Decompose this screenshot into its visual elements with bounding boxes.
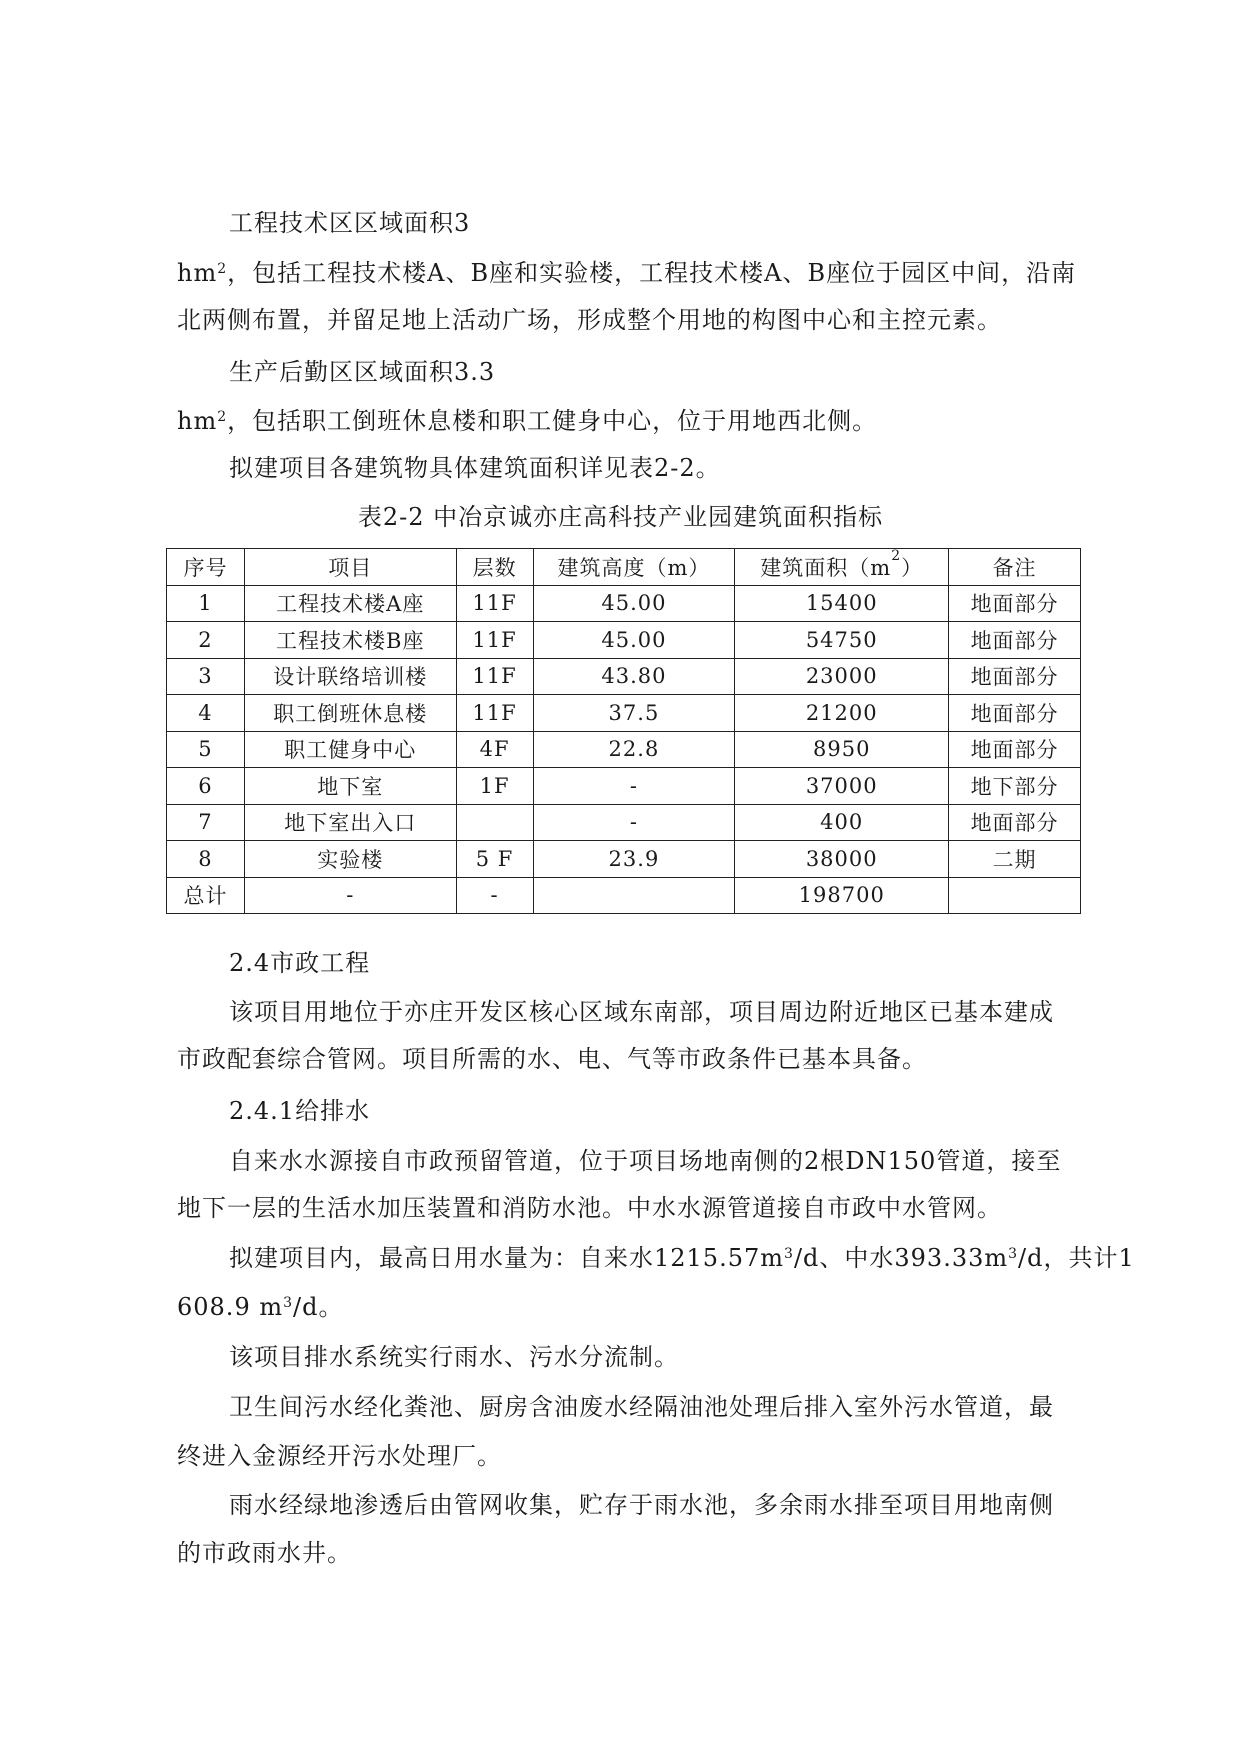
cell-no: 1 xyxy=(167,585,245,622)
cell-floors xyxy=(456,804,533,841)
cell-no: 4 xyxy=(167,695,245,732)
table-row xyxy=(167,768,1081,805)
cell-floors: 1F xyxy=(456,768,533,805)
cell-height: 45.00 xyxy=(533,622,735,659)
paragraph-line: 工程技术区区域面积3 xyxy=(229,209,471,237)
cell-height: - xyxy=(533,804,735,841)
cell-floors: - xyxy=(456,877,533,914)
cell-no: 3 xyxy=(167,658,245,695)
table-row xyxy=(167,804,1081,841)
cell-note: 地面部分 xyxy=(949,731,1081,768)
cell-no: 2 xyxy=(167,622,245,659)
cell-height: 45.00 xyxy=(533,585,735,622)
table-row xyxy=(167,695,1081,732)
header-floors: 层数 xyxy=(456,549,533,586)
cell-note: 地下部分 xyxy=(949,768,1081,805)
table-caption: 表2-2 中冶京诚亦庄高科技产业园建筑面积指标 xyxy=(357,503,884,531)
cell-note: 地面部分 xyxy=(949,804,1081,841)
cell-area: 8950 xyxy=(735,731,949,768)
cell-item: 工程技术楼B座 xyxy=(244,622,456,659)
cell-item: 实验楼 xyxy=(244,841,456,878)
cell-no: 5 xyxy=(167,731,245,768)
paragraph-line: $hm^2$，包括工程技术楼A、B座和实验楼，工程技术楼A、B座位于园区中间，沿南 xyxy=(177,259,1077,287)
table-row xyxy=(167,841,1081,878)
cell-area: 15400 xyxy=(735,585,949,622)
cell-note: 地面部分 xyxy=(949,695,1081,732)
cell-floors: 11F xyxy=(456,585,533,622)
table-row xyxy=(167,658,1081,695)
table-total-row xyxy=(167,877,1081,914)
cell-note: 地面部分 xyxy=(949,622,1081,659)
paragraph-line: $hm^2$，包括职工倒班休息楼和职工健身中心，位于用地西北侧。 xyxy=(177,407,878,435)
paragraph-line: 卫生间污水经化粪池、厨房含油废水经隔油池处理后排入室外污水管道，最 xyxy=(229,1393,1054,1421)
table-row xyxy=(167,731,1081,768)
cell-item: 地下室出入口 xyxy=(244,804,456,841)
paragraph-line: 自来水水源接自市政预留管道，位于项目场地南侧的2根DN150管道，接至 xyxy=(229,1147,1062,1175)
cell-note xyxy=(949,877,1081,914)
cell-item: - xyxy=(244,877,456,914)
paragraph-line: 608.9 $m^3/d$。 xyxy=(177,1293,344,1321)
cell-item: 工程技术楼A座 xyxy=(244,585,456,622)
cell-height xyxy=(533,877,735,914)
cell-area: 23000 xyxy=(735,658,949,695)
cell-no: 总计 xyxy=(167,877,245,914)
cell-height: - xyxy=(533,768,735,805)
cell-item: 地下室 xyxy=(244,768,456,805)
paragraph-line: 的市政雨水井。 xyxy=(177,1539,352,1567)
header-no: 序号 xyxy=(167,549,245,586)
paragraph-line: 拟建项目各建筑物具体建筑面积详见表2-2。 xyxy=(229,454,721,482)
cell-area: 37000 xyxy=(735,768,949,805)
header-height: 建筑高度（m） xyxy=(533,549,735,586)
cell-height: 43.80 xyxy=(533,658,735,695)
cell-height: 23.9 xyxy=(533,841,735,878)
paragraph-line: 拟建项目内，最高日用水量为：自来水$1215.57m^3/d$、中水$393.33m^3/d$，共计1 xyxy=(229,1244,1135,1272)
paragraph-line: 雨水经绿地渗透后由管网收集，贮存于雨水池，多余雨水排至项目用地南侧 xyxy=(229,1491,1054,1519)
cell-area: 54750 xyxy=(735,622,949,659)
cell-floors: 11F xyxy=(456,622,533,659)
header-item: 项目 xyxy=(244,549,456,586)
cell-height: 22.8 xyxy=(533,731,735,768)
header-note: 备注 xyxy=(949,549,1081,586)
cell-height: 37.5 xyxy=(533,695,735,732)
paragraph-line: 终进入金源经开污水处理厂。 xyxy=(177,1442,502,1470)
cell-area: 400 xyxy=(735,804,949,841)
cell-no: 6 xyxy=(167,768,245,805)
paragraph-line: 生产后勤区区域面积3.3 xyxy=(229,358,496,386)
table-header-row xyxy=(167,549,1081,586)
cell-floors: 11F xyxy=(456,695,533,732)
paragraph-line: 该项目用地位于亦庄开发区核心区域东南部，项目周边附近地区已基本建成 xyxy=(229,998,1054,1026)
cell-floors: 5 F xyxy=(456,841,533,878)
paragraph-line: 市政配套综合管网。项目所需的水、电、气等市政条件已基本具备。 xyxy=(177,1045,927,1073)
cell-item: 职工健身中心 xyxy=(244,731,456,768)
cell-note: 地面部分 xyxy=(949,585,1081,622)
section-heading: 2.4市政工程 xyxy=(229,949,371,977)
cell-note: 二期 xyxy=(949,841,1081,878)
cell-floors: 4F xyxy=(456,731,533,768)
paragraph-line: 该项目排水系统实行雨水、污水分流制。 xyxy=(229,1343,679,1371)
cell-item: 设计联络培训楼 xyxy=(244,658,456,695)
table-row xyxy=(167,622,1081,659)
section-heading: 2.4.1给排水 xyxy=(229,1097,371,1125)
paragraph-line: 北两侧布置，并留足地上活动广场，形成整个用地的构图中心和主控元素。 xyxy=(177,306,1002,334)
cell-no: 7 xyxy=(167,804,245,841)
table-row xyxy=(167,585,1081,622)
cell-area: 38000 xyxy=(735,841,949,878)
cell-floors: 11F xyxy=(456,658,533,695)
paragraph-line: 地下一层的生活水加压装置和消防水池。中水水源管道接自市政中水管网。 xyxy=(177,1194,1002,1222)
cell-area: 21200 xyxy=(735,695,949,732)
building-area-table xyxy=(166,548,1081,914)
cell-note: 地面部分 xyxy=(949,658,1081,695)
cell-item: 职工倒班休息楼 xyxy=(244,695,456,732)
header-area: 建筑面积$(m^2)$ xyxy=(735,549,949,586)
cell-area: 198700 xyxy=(735,877,949,914)
cell-no: 8 xyxy=(167,841,245,878)
